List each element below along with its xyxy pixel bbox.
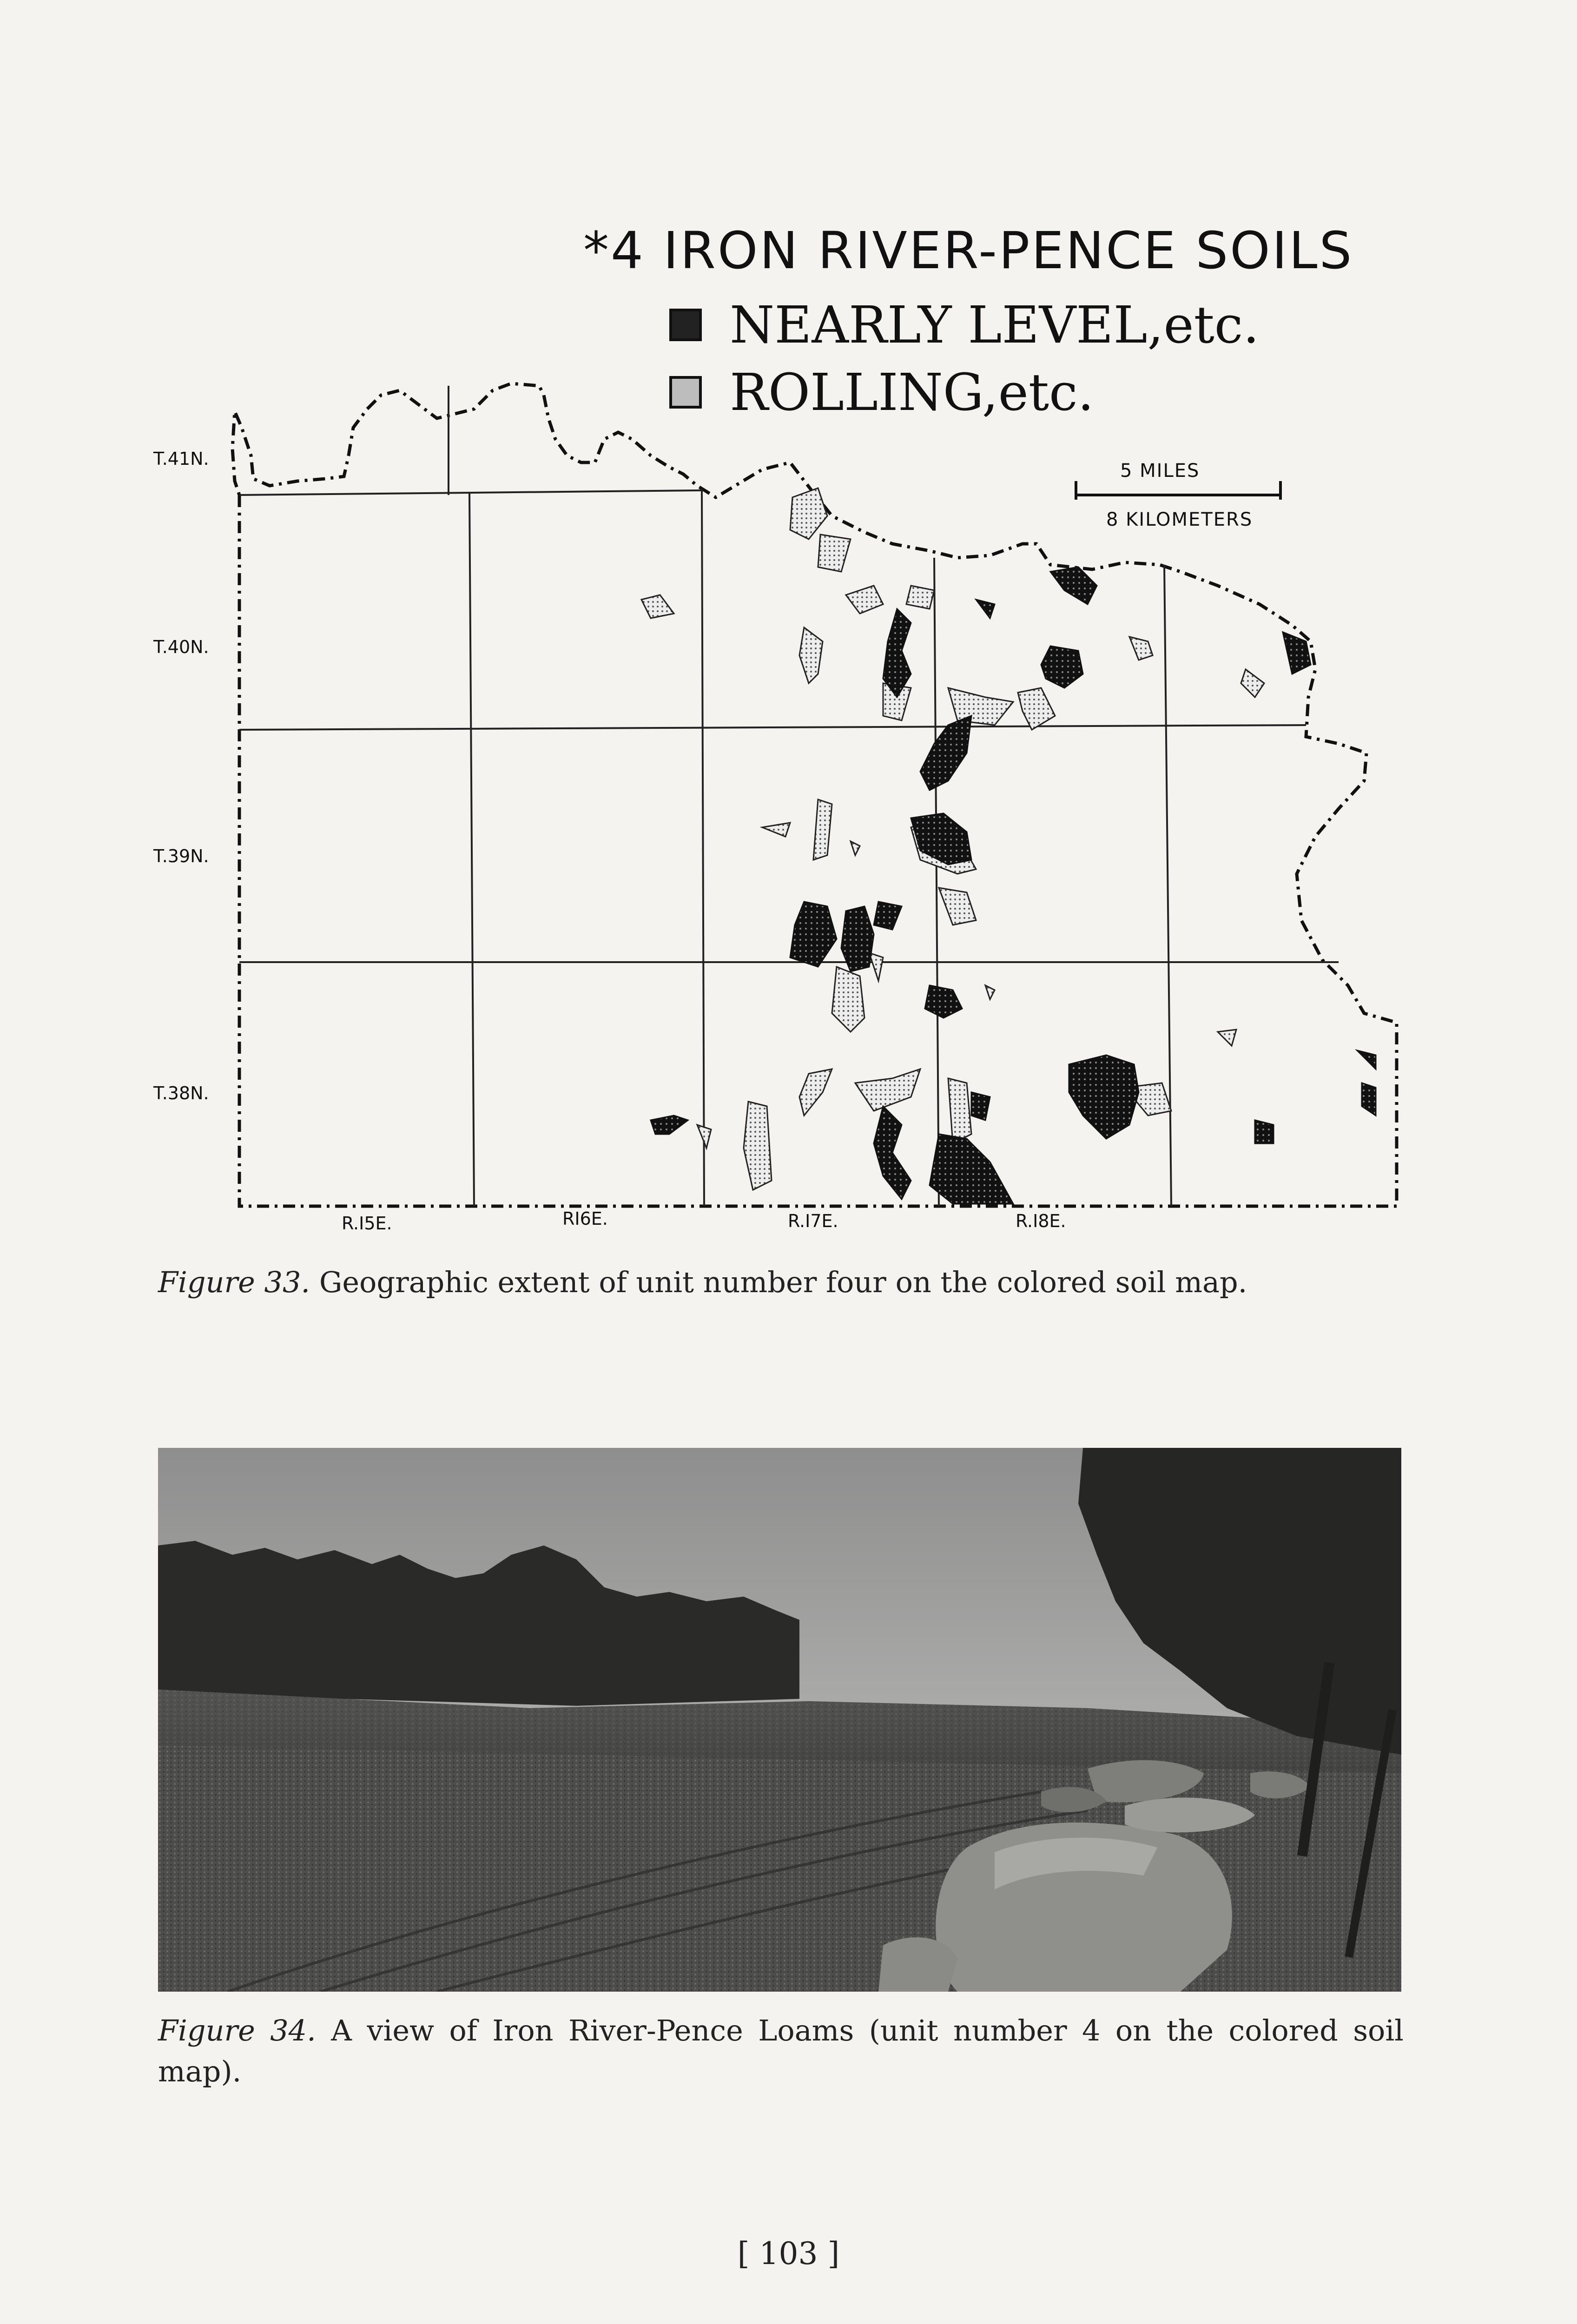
township-label-t38n: T.38N. xyxy=(153,1083,209,1103)
map-title: *4 IRON RIVER-PENCE SOILS xyxy=(583,221,1354,280)
legend-label-nearly-level: NEARLY LEVEL,etc. xyxy=(730,295,1260,355)
range-label-r17e: R.I7E. xyxy=(788,1211,838,1231)
township-label-t39n: T.39N. xyxy=(153,846,209,866)
township-label-t40n: T.40N. xyxy=(153,637,209,657)
scale-kilometers-label: 8 KILOMETERS xyxy=(1106,509,1253,530)
township-label-t41n: T.41N. xyxy=(153,449,209,469)
landscape-photo xyxy=(158,1448,1401,1992)
legend-label-rolling: ROLLING,etc. xyxy=(730,363,1094,422)
figure-34-label: Figure 34. xyxy=(158,2014,316,2047)
scale-bar xyxy=(1076,481,1280,500)
scale-miles-label: 5 MILES xyxy=(1120,460,1200,482)
figure-33-caption xyxy=(158,1262,1404,1303)
figure-34-photo xyxy=(158,1448,1401,1992)
page-number: [ 103 ] xyxy=(737,2236,840,2271)
figure-33-text: Geographic extent of unit number four on the colored soil map. xyxy=(319,1265,1247,1299)
figure-33-label: Figure 33. xyxy=(158,1265,310,1299)
range-label-r16e: RI6E. xyxy=(562,1208,608,1229)
range-label-r15e: R.I5E. xyxy=(342,1213,392,1234)
range-label-r18e: R.I8E. xyxy=(1016,1211,1066,1231)
figure-34-text: A view of Iron River-Pence Loams (unit number 4 on the colored soil map). xyxy=(158,2014,1404,2088)
figure-34-caption xyxy=(158,2010,1404,2092)
